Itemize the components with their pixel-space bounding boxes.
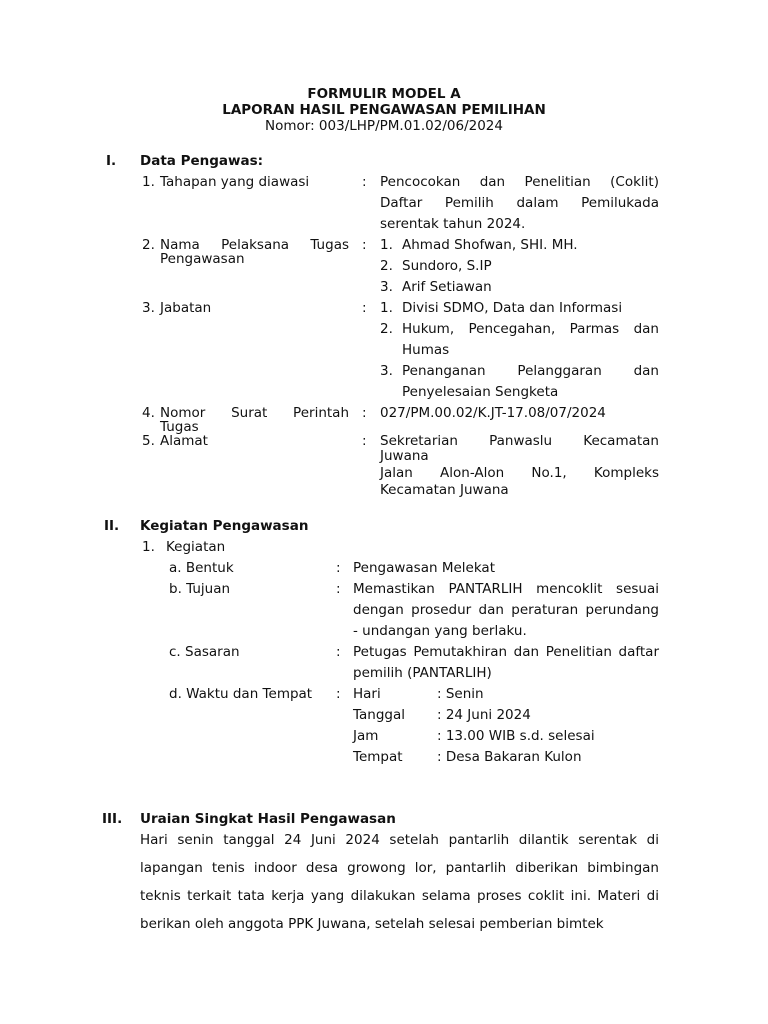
waktu-hari-value: : Senin [437, 686, 484, 702]
waktu-tempat-value: : Desa Bakaran Kulon [437, 749, 582, 765]
waktu-tanggal-value: : 24 Juni 2024 [437, 707, 531, 723]
form-title: FORMULIR MODEL A [307, 86, 461, 102]
nama-2-number: 2. [380, 258, 393, 274]
item4-number: 4. [142, 405, 155, 421]
waktu-hari-key: Hari [353, 686, 381, 702]
tahapan-line3: serentak tahun 2024. [380, 216, 526, 232]
item4-colon: : [362, 405, 367, 421]
item2-label-line1: Nama Pelaksana Tugas [160, 237, 349, 253]
jabatan-2-line2: Humas [402, 342, 450, 358]
jabatan-2-line1: Hukum, Pencegahan, Parmas dan [402, 321, 659, 337]
jabatan-3-line2: Penyelesaian Sengketa [402, 384, 559, 400]
waktu-tanggal-key: Tanggal [353, 707, 406, 723]
alamat-line1: Sekretarian Panwaslu Kecamatan [380, 433, 659, 449]
bentuk-label: a. Bentuk [169, 560, 234, 576]
kegiatan-number: 1. [142, 539, 155, 555]
item2-label-line2: Pengawasan [160, 251, 245, 267]
report-number: Nomor: 003/LHP/PM.01.02/06/2024 [265, 118, 503, 134]
kegiatan-title: Kegiatan [166, 539, 226, 555]
item1-number: 1. [142, 174, 155, 190]
item5-label: Alamat [160, 433, 208, 449]
item4-label-line2: Tugas [160, 419, 199, 435]
nama-1-number: 1. [380, 237, 393, 253]
sasaran-line1: Petugas Pemutakhiran dan Penelitian daftar [353, 644, 659, 660]
section2-number: II. [104, 518, 120, 534]
item2-number: 2. [142, 237, 155, 253]
nama-3-number: 3. [380, 279, 393, 295]
alamat-line3: Jalan Alon-Alon No.1, Kompleks [380, 465, 659, 481]
item3-label: Jabatan [160, 300, 212, 316]
jabatan-3-line1: Penanganan Pelanggaran dan [402, 363, 659, 379]
jabatan-1-number: 1. [380, 300, 393, 316]
alamat-line2: Juwana [380, 448, 429, 464]
waktu-colon: : [336, 686, 341, 702]
nama-1: Ahmad Shofwan, SHI. MH. [402, 237, 578, 253]
jabatan-3-number: 3. [380, 363, 393, 379]
tahapan-line1: Pencocokan dan Penelitian (Coklit) [380, 174, 659, 190]
sasaran-label: c. Sasaran [169, 644, 240, 660]
section1-title: Data Pengawas: [140, 153, 264, 169]
waktu-jam-key: Jam [353, 728, 379, 744]
waktu-label: d. Waktu dan Tempat [169, 686, 313, 702]
result-paragraph: Hari senin tanggal 24 Juni 2024 setelah pantarlih dilantik serentak di lapangan tenis indoor desa growong lor, pantarlih diberikan bimbingan teknis terkait tata kerja yang dilakukan selama proses coklit ini. Materi di berikan oleh anggota PPK Juwana, setelah selesai pemberian bimtek [140, 832, 659, 932]
tujuan-line1: Memastikan PANTARLIH mencoklit sesuai [353, 581, 659, 597]
nama-3: Arif Setiawan [402, 279, 492, 295]
section3-title: Uraian Singkat Hasil Pengawasan [140, 811, 396, 827]
jabatan-1: Divisi SDMO, Data dan Informasi [402, 300, 623, 316]
item4-label-line1: Nomor Surat Perintah [160, 405, 349, 421]
section1-number: I. [106, 153, 117, 169]
alamat-line4: Kecamatan Juwana [380, 482, 509, 498]
bentuk-value: Pengawasan Melekat [353, 560, 495, 576]
nomor-surat: 027/PM.00.02/K.JT-17.08/07/2024 [380, 405, 606, 421]
report-title: LAPORAN HASIL PENGAWASAN PEMILIHAN [222, 102, 546, 118]
jabatan-2-number: 2. [380, 321, 393, 337]
tujuan-line2: dengan prosedur dan peraturan perundang [353, 602, 659, 618]
item3-number: 3. [142, 300, 155, 316]
tahapan-line2: Daftar Pemilih dalam Pemilukada [380, 195, 659, 211]
bentuk-colon: : [336, 560, 341, 576]
sasaran-colon: : [336, 644, 341, 660]
nama-2: Sundoro, S.IP [402, 258, 492, 274]
item1-colon: : [362, 174, 367, 190]
section2-title: Kegiatan Pengawasan [140, 518, 309, 534]
item1-label: Tahapan yang diawasi [160, 174, 310, 190]
waktu-tempat-key: Tempat [353, 749, 403, 765]
waktu-jam-value: : 13.00 WIB s.d. selesai [437, 728, 595, 744]
tujuan-line3: - undangan yang berlaku. [353, 623, 527, 639]
section3-number: III. [102, 811, 123, 827]
tujuan-colon: : [336, 581, 341, 597]
item5-colon: : [362, 433, 367, 449]
item3-colon: : [362, 300, 367, 316]
item5-number: 5. [142, 433, 155, 449]
sasaran-line2: pemilih (PANTARLIH) [353, 665, 492, 681]
tujuan-label: b. Tujuan [169, 581, 231, 597]
item2-colon: : [362, 237, 367, 253]
